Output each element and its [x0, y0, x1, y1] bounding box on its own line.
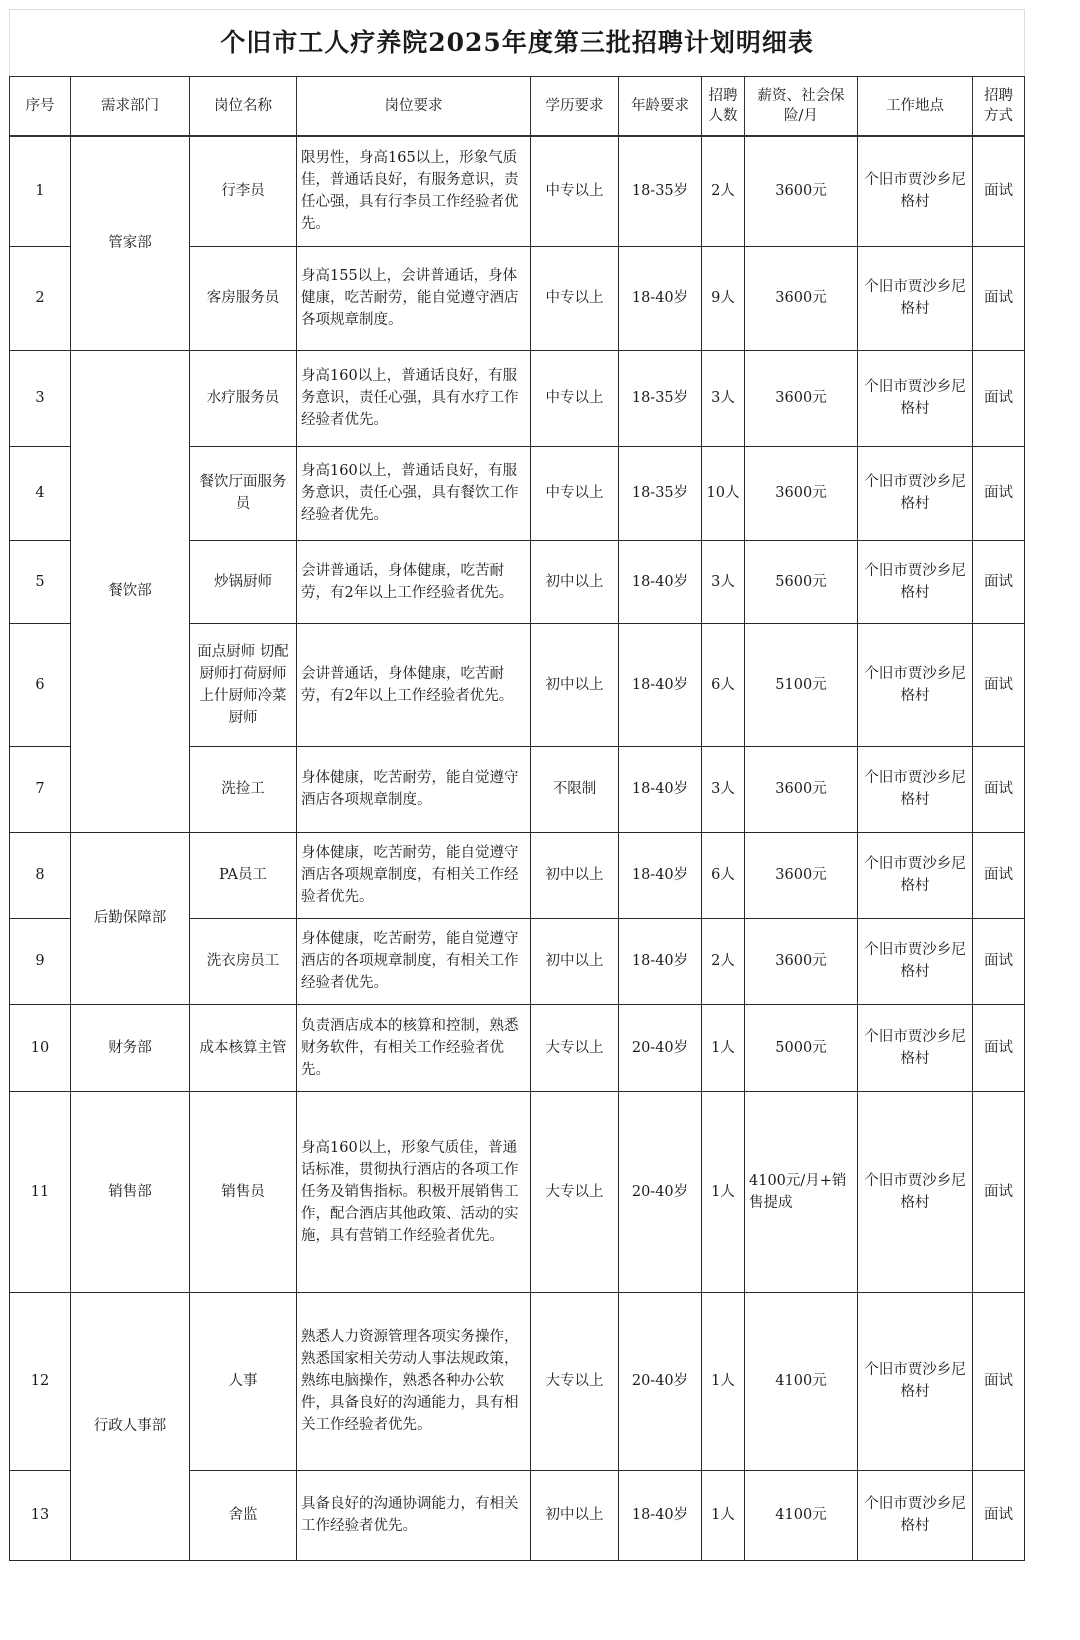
cell-salary: 5000元 — [745, 1004, 858, 1091]
cell-salary: 4100元/月+销售提成 — [745, 1091, 858, 1292]
cell-education: 初中以上 — [531, 540, 619, 623]
cell-education: 初中以上 — [531, 832, 619, 918]
header-education: 学历要求 — [531, 77, 619, 137]
cell-position: 面点厨师 切配厨师打荷厨师上什厨师冷菜厨师 — [190, 623, 297, 746]
cell-count: 1人 — [702, 1292, 745, 1470]
cell-count: 3人 — [702, 540, 745, 623]
cell-count: 10人 — [702, 446, 745, 540]
cell-position: 客房服务员 — [190, 246, 297, 350]
header-dept: 需求部门 — [71, 77, 190, 137]
page-title: 个旧市工人疗养院2025年度第三批招聘计划明细表 — [10, 10, 1025, 77]
cell-dept: 财务部 — [71, 1004, 190, 1091]
cell-salary: 5100元 — [745, 623, 858, 746]
cell-method: 面试 — [973, 540, 1025, 623]
cell-requirements: 身高155以上，会讲普通话，身体健康，吃苦耐劳，能自觉遵守酒店各项规章制度。 — [297, 246, 531, 350]
cell-location: 个旧市贾沙乡尼格村 — [858, 623, 973, 746]
cell-position: 舍监 — [190, 1470, 297, 1560]
cell-method: 面试 — [973, 1091, 1025, 1292]
cell-count: 6人 — [702, 623, 745, 746]
cell-salary: 3600元 — [745, 746, 858, 832]
cell-age: 20-40岁 — [619, 1292, 702, 1470]
cell-count: 3人 — [702, 746, 745, 832]
cell-location: 个旧市贾沙乡尼格村 — [858, 832, 973, 918]
header-requirements: 岗位要求 — [297, 77, 531, 137]
cell-age: 18-40岁 — [619, 540, 702, 623]
cell-position: 炒锅厨师 — [190, 540, 297, 623]
cell-seq: 10 — [10, 1004, 71, 1091]
cell-age: 20-40岁 — [619, 1091, 702, 1292]
cell-location: 个旧市贾沙乡尼格村 — [858, 246, 973, 350]
cell-location: 个旧市贾沙乡尼格村 — [858, 1004, 973, 1091]
cell-location: 个旧市贾沙乡尼格村 — [858, 446, 973, 540]
cell-location: 个旧市贾沙乡尼格村 — [858, 746, 973, 832]
cell-position: 洗捡工 — [190, 746, 297, 832]
cell-salary: 3600元 — [745, 446, 858, 540]
cell-salary: 3600元 — [745, 136, 858, 246]
cell-education: 中专以上 — [531, 136, 619, 246]
cell-seq: 2 — [10, 246, 71, 350]
cell-salary: 5600元 — [745, 540, 858, 623]
cell-count: 1人 — [702, 1004, 745, 1091]
cell-education: 大专以上 — [531, 1004, 619, 1091]
cell-requirements: 身高160以上，形象气质佳，普通话标准，贯彻执行酒店的各项工作任务及销售指标。积极开展销售工作，配合酒店其他政策、活动的实施，具有营销工作经验者优先。 — [297, 1091, 531, 1292]
cell-education: 大专以上 — [531, 1091, 619, 1292]
header-count: 招聘人数 — [702, 77, 745, 137]
cell-education: 大专以上 — [531, 1292, 619, 1470]
cell-location: 个旧市贾沙乡尼格村 — [858, 1091, 973, 1292]
cell-salary: 3600元 — [745, 350, 858, 446]
cell-position: 成本核算主管 — [190, 1004, 297, 1091]
cell-salary: 3600元 — [745, 246, 858, 350]
cell-position: 水疗服务员 — [190, 350, 297, 446]
cell-method: 面试 — [973, 1470, 1025, 1560]
cell-position: 餐饮厅面服务员 — [190, 446, 297, 540]
cell-method: 面试 — [973, 350, 1025, 446]
header-seq: 序号 — [10, 77, 71, 137]
cell-method: 面试 — [973, 246, 1025, 350]
cell-dept: 管家部 — [71, 136, 190, 350]
table-row — [10, 832, 1025, 918]
cell-education: 中专以上 — [531, 246, 619, 350]
cell-seq: 11 — [10, 1091, 71, 1292]
cell-count: 1人 — [702, 1470, 745, 1560]
cell-requirements: 具备良好的沟通协调能力，有相关工作经验者优先。 — [297, 1470, 531, 1560]
table-row — [10, 1004, 1025, 1091]
table-row — [10, 1292, 1025, 1470]
cell-age: 18-35岁 — [619, 136, 702, 246]
cell-seq: 9 — [10, 918, 71, 1004]
cell-salary: 4100元 — [745, 1470, 858, 1560]
cell-method: 面试 — [973, 1004, 1025, 1091]
cell-method: 面试 — [973, 623, 1025, 746]
cell-seq: 7 — [10, 746, 71, 832]
cell-age: 18-35岁 — [619, 350, 702, 446]
cell-education: 初中以上 — [531, 1470, 619, 1560]
cell-count: 2人 — [702, 918, 745, 1004]
cell-seq: 1 — [10, 136, 71, 246]
cell-method: 面试 — [973, 918, 1025, 1004]
cell-age: 18-40岁 — [619, 623, 702, 746]
cell-position: 行李员 — [190, 136, 297, 246]
cell-location: 个旧市贾沙乡尼格村 — [858, 1292, 973, 1470]
cell-age: 18-40岁 — [619, 746, 702, 832]
cell-method: 面试 — [973, 746, 1025, 832]
cell-education: 初中以上 — [531, 623, 619, 746]
cell-count: 6人 — [702, 832, 745, 918]
cell-salary: 4100元 — [745, 1292, 858, 1470]
cell-method: 面试 — [973, 136, 1025, 246]
cell-seq: 13 — [10, 1470, 71, 1560]
cell-requirements: 限男性，身高165以上，形象气质佳，普通话良好，有服务意识，责任心强，具有行李员工作经验者优先。 — [297, 136, 531, 246]
table-row — [10, 136, 1025, 246]
cell-requirements: 身高160以上，普通话良好，有服务意识，责任心强，具有餐饮工作经验者优先。 — [297, 446, 531, 540]
header-position: 岗位名称 — [190, 77, 297, 137]
cell-requirements: 负责酒店成本的核算和控制，熟悉财务软件，有相关工作经验者优先。 — [297, 1004, 531, 1091]
cell-age: 18-40岁 — [619, 1470, 702, 1560]
cell-requirements: 身高160以上，普通话良好，有服务意识，责任心强，具有水疗工作经验者优先。 — [297, 350, 531, 446]
cell-requirements: 熟悉人力资源管理各项实务操作，熟悉国家相关劳动人事法规政策，熟练电脑操作，熟悉各种办公软件，具备良好的沟通能力，具有相关工作经验者优先。 — [297, 1292, 531, 1470]
cell-salary: 3600元 — [745, 918, 858, 1004]
cell-requirements: 身体健康，吃苦耐劳，能自觉遵守酒店的各项规章制度，有相关工作经验者优先。 — [297, 918, 531, 1004]
cell-dept: 销售部 — [71, 1091, 190, 1292]
cell-requirements: 身体健康，吃苦耐劳，能自觉遵守酒店各项规章制度。 — [297, 746, 531, 832]
cell-position: 人事 — [190, 1292, 297, 1470]
cell-dept: 后勤保障部 — [71, 832, 190, 1004]
cell-age: 18-40岁 — [619, 832, 702, 918]
cell-education: 中专以上 — [531, 446, 619, 540]
header-age: 年龄要求 — [619, 77, 702, 137]
cell-requirements: 身体健康，吃苦耐劳，能自觉遵守酒店各项规章制度，有相关工作经验者优先。 — [297, 832, 531, 918]
header-method: 招聘方式 — [973, 77, 1025, 137]
table-row — [10, 1091, 1025, 1292]
cell-education: 不限制 — [531, 746, 619, 832]
cell-location: 个旧市贾沙乡尼格村 — [858, 136, 973, 246]
cell-salary: 3600元 — [745, 832, 858, 918]
cell-age: 18-40岁 — [619, 918, 702, 1004]
cell-education: 中专以上 — [531, 350, 619, 446]
cell-age: 18-35岁 — [619, 446, 702, 540]
cell-method: 面试 — [973, 832, 1025, 918]
cell-dept: 餐饮部 — [71, 350, 190, 832]
cell-count: 9人 — [702, 246, 745, 350]
cell-count: 2人 — [702, 136, 745, 246]
table-row — [10, 350, 1025, 446]
recruitment-sheet — [9, 9, 1024, 1561]
cell-seq: 5 — [10, 540, 71, 623]
cell-location: 个旧市贾沙乡尼格村 — [858, 918, 973, 1004]
cell-method: 面试 — [973, 446, 1025, 540]
cell-seq: 3 — [10, 350, 71, 446]
cell-position: 洗衣房员工 — [190, 918, 297, 1004]
cell-location: 个旧市贾沙乡尼格村 — [858, 350, 973, 446]
cell-age: 20-40岁 — [619, 1004, 702, 1091]
cell-count: 3人 — [702, 350, 745, 446]
header-location: 工作地点 — [858, 77, 973, 137]
cell-education: 初中以上 — [531, 918, 619, 1004]
header-salary: 薪资、社会保险/月 — [745, 77, 858, 137]
recruitment-table — [9, 9, 1025, 1561]
cell-seq: 8 — [10, 832, 71, 918]
cell-count: 1人 — [702, 1091, 745, 1292]
cell-seq: 6 — [10, 623, 71, 746]
cell-seq: 4 — [10, 446, 71, 540]
cell-requirements: 会讲普通话，身体健康，吃苦耐劳，有2年以上工作经验者优先。 — [297, 623, 531, 746]
cell-position: PA员工 — [190, 832, 297, 918]
cell-location: 个旧市贾沙乡尼格村 — [858, 540, 973, 623]
cell-position: 销售员 — [190, 1091, 297, 1292]
cell-age: 18-40岁 — [619, 246, 702, 350]
cell-seq: 12 — [10, 1292, 71, 1470]
cell-location: 个旧市贾沙乡尼格村 — [858, 1470, 973, 1560]
cell-dept: 行政人事部 — [71, 1292, 190, 1560]
cell-method: 面试 — [973, 1292, 1025, 1470]
header-row — [10, 77, 1025, 137]
cell-requirements: 会讲普通话，身体健康，吃苦耐劳，有2年以上工作经验者优先。 — [297, 540, 531, 623]
